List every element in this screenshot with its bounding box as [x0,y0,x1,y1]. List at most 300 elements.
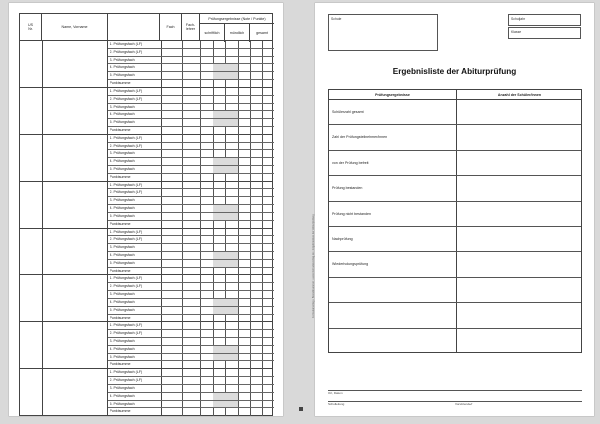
subject-row[interactable] [108,119,274,127]
cell-divider [225,275,226,282]
cell-divider [262,150,263,157]
cell-divider [250,315,251,323]
student-group [19,182,273,229]
cell-divider [200,104,201,111]
ort-line [328,390,582,391]
subject-row[interactable] [108,307,274,315]
cell-divider [238,213,239,220]
shaded-cell [213,64,238,71]
cell-divider [238,174,239,182]
subject-row[interactable] [108,221,274,229]
subject-label: 2. Prüfungsfach (LF) [110,143,162,150]
cell-divider [182,150,183,157]
subject-row[interactable] [108,80,274,88]
cell-divider [182,236,183,243]
subject-row[interactable] [108,354,274,362]
cell-divider [200,346,201,353]
cell-divider [200,275,201,282]
cell-divider [200,377,201,384]
subject-row[interactable] [108,96,274,104]
cell-divider [182,213,183,220]
subject-row[interactable] [108,268,274,276]
subject-row[interactable] [108,182,274,190]
subject-row[interactable] [108,166,274,174]
cell-divider [182,229,183,236]
summary-row-label: Prüfung nicht bestanden [332,211,371,216]
cell-divider [182,104,183,111]
header-gesamt: gesamt [256,31,268,35]
cell-divider [213,408,214,416]
cell-divider [200,127,201,135]
cell-divider [262,119,263,126]
cell-divider [250,182,251,189]
cell-divider [262,174,263,182]
subject-row[interactable] [108,346,274,354]
shaded-cell [213,346,238,353]
klasse-label: Klasse [511,29,522,34]
cell-divider [250,377,251,384]
cell-divider [225,385,226,392]
cell-divider [213,315,214,323]
subject-label: 4. Prüfungsfach [110,205,162,212]
cell-divider [238,143,239,150]
cell-divider [182,330,183,337]
cell-divider [182,346,183,353]
summary-row[interactable] [329,125,581,150]
cell-divider [200,361,201,369]
cell-divider [250,236,251,243]
subject-row[interactable] [108,205,274,213]
cell-divider [250,338,251,345]
cell-divider [262,291,263,298]
cell-divider [250,354,251,361]
cell-divider [200,57,201,64]
subject-label: 3. Prüfungsfach [110,57,162,64]
shaded-cell [213,205,238,212]
subject-row[interactable] [108,127,274,135]
subject-row[interactable] [108,299,274,307]
summary-table-header [329,90,581,100]
cell-divider [225,57,226,64]
cell-divider [182,182,183,189]
summary-row-label: Wiederholungsprüfung [332,262,369,267]
cell-divider [250,158,251,165]
cell-divider [200,299,201,306]
subject-row[interactable] [108,283,274,291]
cell-divider [182,166,183,173]
cell-divider [262,369,263,376]
cell-divider [262,299,263,306]
cell-divider [182,338,183,345]
cell-divider [182,291,183,298]
cell-divider [200,158,201,165]
cell-divider [250,322,251,329]
cell-divider [200,338,201,345]
cell-divider [250,80,251,88]
cell-divider [250,49,251,56]
subject-label: 3. Prüfungsfach [110,197,162,204]
page-title: Ergebnisliste der Abiturprüfung [392,67,517,76]
cell-divider [238,189,239,196]
cell-divider [182,88,183,95]
subject-label: 4. Prüfungsfach [110,252,162,259]
cell-divider [200,49,201,56]
cell-divider [225,88,226,95]
summary-row-label: Schülerzahl gesamt [332,110,364,114]
cell-divider [225,41,226,48]
cell-divider [238,330,239,337]
cell-divider [262,57,263,64]
cell-divider [238,150,239,157]
subject-label: 5. Prüfungsfach [110,260,162,267]
student-name-cell[interactable] [20,369,108,415]
subject-label: 4. Prüfungsfach [110,393,162,400]
right-sheet [312,3,594,416]
summary-row[interactable] [329,202,581,227]
cell-divider [225,143,226,150]
subject-label: 1. Prüfungsfach (LF) [110,229,162,236]
publisher-vertical-text: Formularverlag • Bestellnummer • www.formularverlag.de • Ergebnisliste der Abiturprüfung [312,214,315,318]
cell-divider [238,346,239,353]
cell-divider [250,346,251,353]
cell-divider [225,197,226,204]
shaded-cell [213,307,238,314]
cell-divider [182,408,183,416]
subject-label: 2. Prüfungsfach (LF) [110,377,162,384]
subject-label: 1. Prüfungsfach (LF) [110,369,162,376]
subject-row[interactable] [108,377,274,385]
cell-divider [200,80,201,88]
subject-row[interactable] [108,260,274,268]
cell-divider [238,236,239,243]
cell-divider [182,361,183,369]
cell-divider [200,252,201,259]
cell-divider [238,96,239,103]
cell-divider [250,275,251,282]
subject-row[interactable] [108,174,274,182]
cell-divider [200,182,201,189]
summary-row[interactable] [329,176,581,201]
cell-divider [182,401,183,408]
summary-row[interactable] [329,278,581,303]
cell-divider [182,244,183,251]
cell-divider [262,143,263,150]
schule-field[interactable] [328,14,438,51]
results-table-header [19,13,273,41]
subject-label: 4. Prüfungsfach [110,346,162,353]
cell-divider [182,385,183,392]
summary-row[interactable] [329,303,581,328]
summary-row[interactable] [329,252,581,277]
cell-divider [250,174,251,182]
cell-divider [238,182,239,189]
cell-divider [250,189,251,196]
subject-row[interactable] [108,361,274,369]
cell-divider [182,393,183,400]
subject-row[interactable] [108,158,274,166]
header-fach: Fach [160,14,182,40]
subject-row[interactable] [108,72,274,80]
cell-divider [250,96,251,103]
cell-divider [250,401,251,408]
subject-row[interactable] [108,41,274,49]
schuljahr-field[interactable] [508,14,581,26]
cell-divider [213,330,214,337]
cell-divider [213,189,214,196]
cell-divider [238,299,239,306]
cell-divider [238,158,239,165]
subject-label: 2. Prüfungsfach (LF) [110,49,162,56]
cell-divider [262,135,263,142]
subject-row[interactable] [108,88,274,96]
student-name-cell[interactable] [20,182,108,228]
cell-divider [262,189,263,196]
cell-divider [262,401,263,408]
cell-divider [213,150,214,157]
cell-divider [262,104,263,111]
cell-divider [262,64,263,71]
header-muendlich: mündlich [225,24,250,42]
summary-row-label: von der Prüfung befreit [332,160,369,165]
cell-divider [262,72,263,79]
subject-row[interactable] [108,291,274,299]
cell-divider [200,111,201,118]
subject-row[interactable] [108,135,274,143]
cell-divider [213,283,214,290]
cell-divider [262,354,263,361]
cell-divider [213,385,214,392]
subject-row[interactable] [108,393,274,401]
subject-row[interactable] [108,111,274,119]
subject-label: 3. Prüfungsfach [110,385,162,392]
cell-divider [250,307,251,314]
cell-divider [213,182,214,189]
left-sheet [9,3,283,416]
subject-row[interactable] [108,57,274,65]
cell-divider [213,57,214,64]
cell-divider [262,96,263,103]
cell-divider [225,104,226,111]
subject-label: 5. Prüfungsfach [110,166,162,173]
subject-label: 3. Prüfungsfach [110,338,162,345]
subject-label: 1. Prüfungsfach (LF) [110,41,162,48]
cell-divider [182,315,183,323]
cell-divider [200,268,201,276]
cell-divider [225,135,226,142]
cell-divider [238,166,239,173]
student-name-cell[interactable] [20,275,108,321]
summary-table [328,89,582,353]
student-group [19,369,273,416]
cell-divider [262,408,263,416]
cell-divider [200,205,201,212]
subject-label: Punktsumme [110,80,162,88]
ort-label: Ort, Datum [328,391,343,395]
summary-row[interactable] [329,151,581,176]
subject-row[interactable] [108,338,274,346]
cell-divider [250,244,251,251]
subject-row[interactable] [108,236,274,244]
cell-divider [238,88,239,95]
cell-divider [182,205,183,212]
subject-label: 2. Prüfungsfach (LF) [110,283,162,290]
subject-label: Punktsumme [110,408,162,416]
cell-divider [262,252,263,259]
cell-divider [238,252,239,259]
student-name-cell[interactable] [20,229,108,275]
subject-row[interactable] [108,244,274,252]
cell-divider [238,369,239,376]
student-name-cell[interactable] [20,88,108,134]
cell-divider [238,315,239,323]
subject-row[interactable] [108,252,274,260]
cell-divider [238,72,239,79]
cell-divider [213,143,214,150]
cell-divider [262,49,263,56]
subject-row[interactable] [108,385,274,393]
cell-divider [238,393,239,400]
subject-row[interactable] [108,104,274,112]
cell-divider [262,322,263,329]
cell-divider [182,369,183,376]
shaded-cell [213,393,238,400]
subject-row[interactable] [108,369,274,377]
cell-divider [213,361,214,369]
cell-divider [262,205,263,212]
subject-label: 5. Prüfungsfach [110,354,162,361]
shaded-cell [213,299,238,306]
shaded-cell [213,252,238,259]
subject-row[interactable] [108,330,274,338]
cell-divider [238,354,239,361]
cell-divider [225,283,226,290]
cell-divider [225,96,226,103]
cell-divider [225,182,226,189]
student-group [19,88,273,135]
klasse-field[interactable] [508,27,581,39]
cell-divider [262,346,263,353]
cell-divider [262,229,263,236]
nr-divider [42,229,43,275]
student-name-cell[interactable] [20,135,108,181]
subject-label: 1. Prüfungsfach (LF) [110,275,162,282]
cell-divider [250,229,251,236]
cell-divider [213,41,214,48]
subject-row[interactable] [108,197,274,205]
cell-divider [200,221,201,229]
cell-divider [200,354,201,361]
cell-divider [250,205,251,212]
vorsitz-label: Vorsitzende/r [455,402,473,406]
cell-divider [250,64,251,71]
cell-divider [238,205,239,212]
cell-divider [213,377,214,384]
cell-divider [238,57,239,64]
cell-divider [262,221,263,229]
subject-row[interactable] [108,49,274,57]
nr-divider [42,369,43,415]
subject-label: Punktsumme [110,315,162,323]
subject-row[interactable] [108,189,274,197]
cell-divider [262,260,263,267]
cell-divider [200,213,201,220]
summary-row[interactable] [329,227,581,252]
cell-divider [262,330,263,337]
schulleitung-label: Schulleitung [328,402,345,406]
summary-row[interactable] [329,329,581,354]
cell-divider [225,361,226,369]
cell-divider [213,275,214,282]
subject-row[interactable] [108,401,274,409]
subject-row[interactable] [108,150,274,158]
cell-divider [238,275,239,282]
cell-divider [225,369,226,376]
cell-divider [238,127,239,135]
subject-label: 3. Prüfungsfach [110,104,162,111]
cell-divider [238,197,239,204]
cell-divider [238,322,239,329]
subject-row[interactable] [108,408,274,416]
cell-divider [200,244,201,251]
cell-divider [213,338,214,345]
cell-divider [238,283,239,290]
subject-row[interactable] [108,322,274,330]
header-nr: US Nr. [20,14,42,40]
cell-divider [225,189,226,196]
cell-divider [182,72,183,79]
cell-divider [200,401,201,408]
subject-label: 3. Prüfungsfach [110,244,162,251]
subject-label: 2. Prüfungsfach (LF) [110,236,162,243]
student-name-cell[interactable] [20,322,108,368]
schuljahr-label: Schuljahr [511,16,526,21]
cell-divider [200,64,201,71]
subject-row[interactable] [108,213,274,221]
cell-divider [200,166,201,173]
cell-divider [182,143,183,150]
shaded-cell [213,72,238,79]
subject-row[interactable] [108,315,274,323]
cell-divider [262,127,263,135]
cell-divider [225,221,226,229]
cell-divider [250,252,251,259]
subject-row[interactable] [108,229,274,237]
cell-divider [200,307,201,314]
subject-label: 2. Prüfungsfach (LF) [110,189,162,196]
cell-divider [250,197,251,204]
subject-label: 3. Prüfungsfach [110,150,162,157]
summary-row[interactable] [329,100,581,125]
cell-divider [200,72,201,79]
cell-divider [182,354,183,361]
cell-divider [182,189,183,196]
cell-divider [213,88,214,95]
subject-label: 1. Prüfungsfach (LF) [110,88,162,95]
cell-divider [200,322,201,329]
student-name-cell[interactable] [20,41,108,87]
cell-divider [200,143,201,150]
subject-row[interactable] [108,143,274,151]
cell-divider [225,80,226,88]
cell-divider [225,268,226,276]
subject-label: Punktsumme [110,174,162,182]
subject-label: Punktsumme [110,221,162,229]
subject-label: 2. Prüfungsfach (LF) [110,330,162,337]
cell-divider [238,41,239,48]
subject-row[interactable] [108,275,274,283]
student-group [19,41,273,88]
subject-row[interactable] [108,64,274,72]
